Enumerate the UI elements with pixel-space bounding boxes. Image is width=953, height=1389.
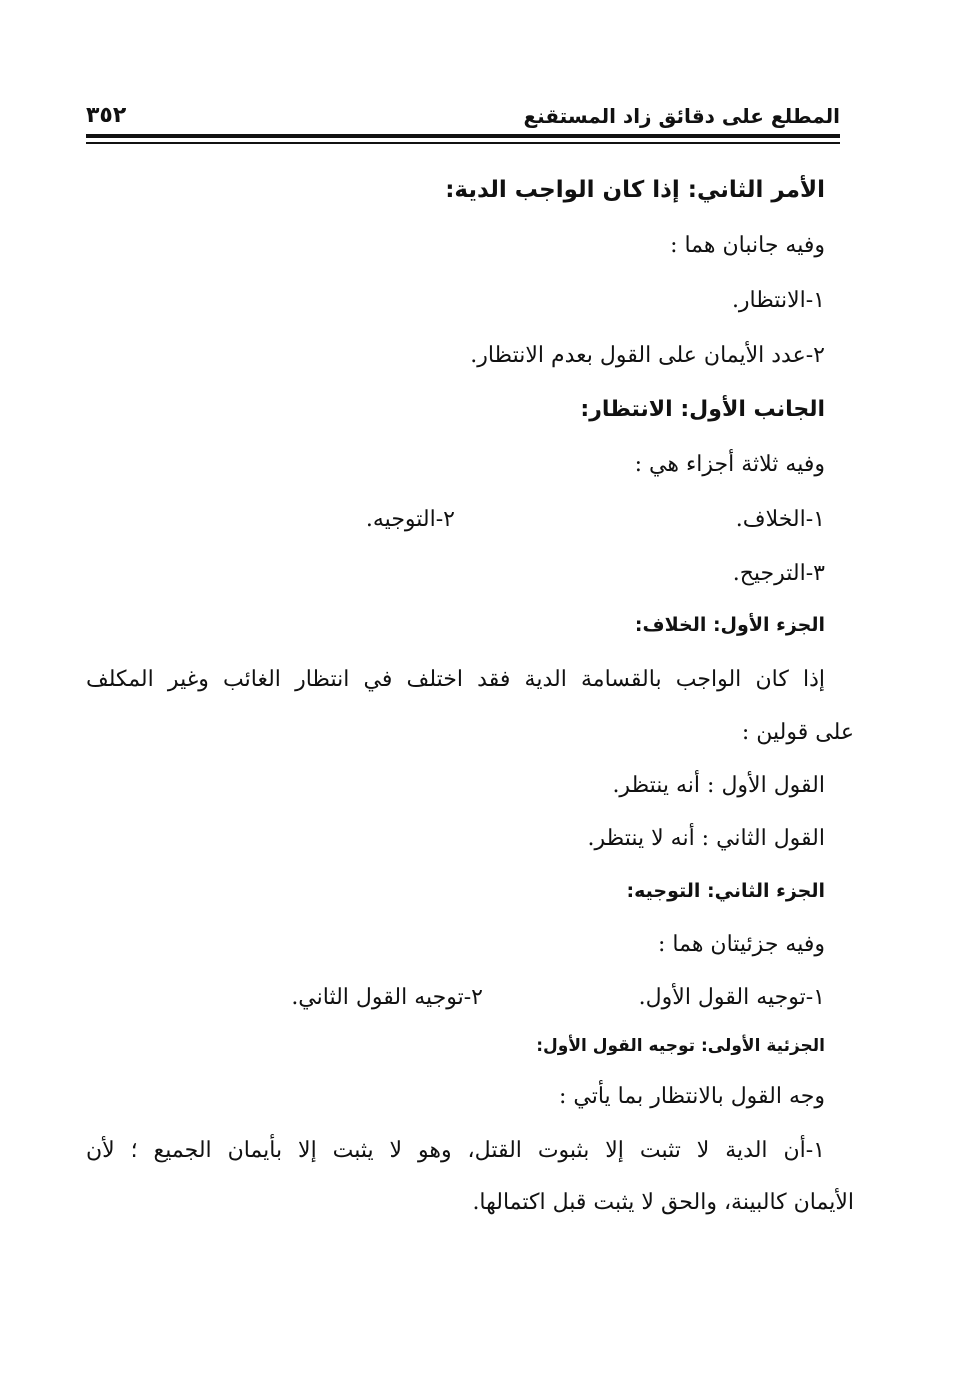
running-title: المطلع على دقائق زاد المستقنع — [523, 104, 840, 128]
part-item-1: ١-الخلاف. — [735, 507, 825, 532]
opinion-one: القول الأول : أنه ينتظر. — [612, 773, 825, 798]
header-rule-thin — [86, 142, 840, 144]
subparts-intro: وفيه جزئيتان هما : — [658, 932, 825, 957]
dispute-paragraph-line-1: إذا كان الواجب بالقسامة الدية فقد اختلف في انتظار الغائب وغير المكلف — [86, 667, 826, 692]
heading-subpart-one: الجزئية الأولى: توجيه القول الأول: — [536, 1036, 825, 1056]
opinion-two: القول الثاني : أنه لا ينتظر. — [587, 826, 825, 851]
reason-one-line-1: ١-أن الدية لا تثبت إلا بثبوت القتل، وهو لا يثبت إلا بأيمان الجميع ؛ لأن — [86, 1138, 825, 1163]
aspect-item-2: ٢-عدد الأيمان على القول بعدم الانتظار. — [470, 343, 825, 368]
heading-matter-two: الأمر الثاني: إذا كان الواجب الدية: — [445, 177, 825, 203]
heading-aspect-one: الجانب الأول: الانتظار: — [580, 397, 825, 422]
subpart-item-2: ٢-توجيه القول الثاني. — [291, 985, 483, 1010]
parts-intro: وفيه ثلاثة أجزاء هي : — [634, 452, 825, 477]
dispute-paragraph-line-2: على قولين : — [741, 720, 854, 745]
part-item-3: ٣-الترجيح. — [732, 561, 825, 586]
part-item-2: ٢-التوجيه. — [365, 507, 455, 532]
heading-part-one: الجزء الأول: الخلاف: — [634, 614, 825, 636]
aspect-item-1: ١-الانتظار. — [731, 288, 825, 313]
reason-one-line-2: الأيمان كالبينة، والحق لا يثبت قبل اكتمالها. — [472, 1190, 854, 1215]
subpart-item-1: ١-توجيه القول الأول. — [638, 985, 825, 1010]
page-header — [86, 88, 840, 128]
heading-part-two: الجزء الثاني: التوجيه: — [626, 880, 825, 902]
reasoning-intro: وجه القول بالانتظار بما يأتي : — [558, 1084, 825, 1109]
aspects-intro: وفيه جانبان هما : — [670, 233, 825, 258]
page-number: ٣٥٢ — [86, 103, 127, 128]
header-rule-thick — [86, 134, 840, 138]
